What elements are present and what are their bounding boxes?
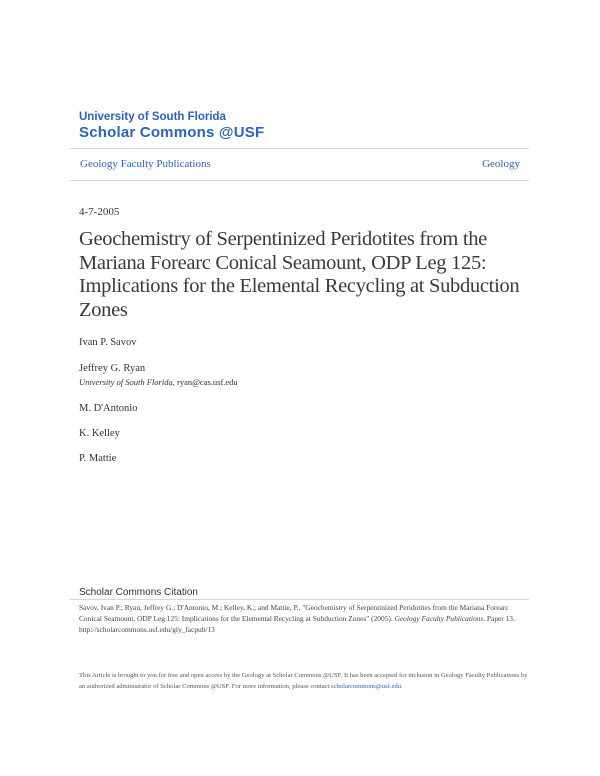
- publication-date: 4-7-2005: [79, 206, 120, 218]
- footer-end: .: [401, 683, 403, 690]
- citation-main: Savov, Ivan P.; Ryan, Jeffrey G.; D'Antonio, M.; Kelley, K.; and Mattie, P., "Geochemistry of Serpentinized Peridotites from the Mariana Forearc Conical Seamount, ODP Leg 125: Implications for the Elemental Recycling at Subduction Zones" (2005).: [79, 603, 509, 623]
- citation-url[interactable]: http://scholarcommons.usf.edu/gly_facpub/13: [79, 625, 215, 634]
- collection-link[interactable]: Geology Faculty Publications: [80, 158, 211, 170]
- author-name: P. Mattie: [79, 453, 117, 464]
- citation-journal: Geology Faculty Publications: [394, 614, 484, 623]
- header-divider-bottom: [70, 180, 529, 181]
- repository-header: [79, 110, 264, 142]
- author-name: Ivan P. Savov: [79, 337, 137, 348]
- contact-email-link[interactable]: scholarcommons@usf.edu: [331, 683, 402, 690]
- university-name[interactable]: University of South Florida: [79, 111, 226, 123]
- header-divider-top: [70, 148, 529, 149]
- author-email[interactable]: ryan@cas.usf.edu: [176, 377, 238, 387]
- author-name: M. D'Antonio: [79, 403, 138, 414]
- citation-divider: [70, 599, 529, 600]
- affiliation-name: University of South Florida: [79, 377, 173, 387]
- citation-heading: Scholar Commons Citation: [79, 587, 198, 598]
- footer-text: This Article is brought to you for free and open access by the Geology at Scholar Commons @USF. It has been accepted for inclusion in Geology Faculty Publications by an authorized administrator of Scholar Commons @USF. For more information, please contact: [79, 672, 528, 690]
- citation-text: [79, 602, 529, 635]
- paper-title: Geochemistry of Serpentinized Peridotites from the Mariana Forearc Conical Seamount, ODP Leg 125: Implications for the Elemental Recycling at Subduction Zones: [79, 228, 520, 321]
- author-name: K. Kelley: [79, 428, 120, 439]
- access-footer: [79, 670, 534, 692]
- author-affiliation: University of South Florida, ryan@cas.usf.edu: [79, 377, 238, 387]
- department-link[interactable]: Geology: [482, 158, 520, 170]
- citation-paper-number: . Paper 13.: [483, 614, 515, 623]
- author-name: Jeffrey G. Ryan: [79, 363, 146, 374]
- repository-name[interactable]: Scholar Commons @USF: [79, 124, 265, 141]
